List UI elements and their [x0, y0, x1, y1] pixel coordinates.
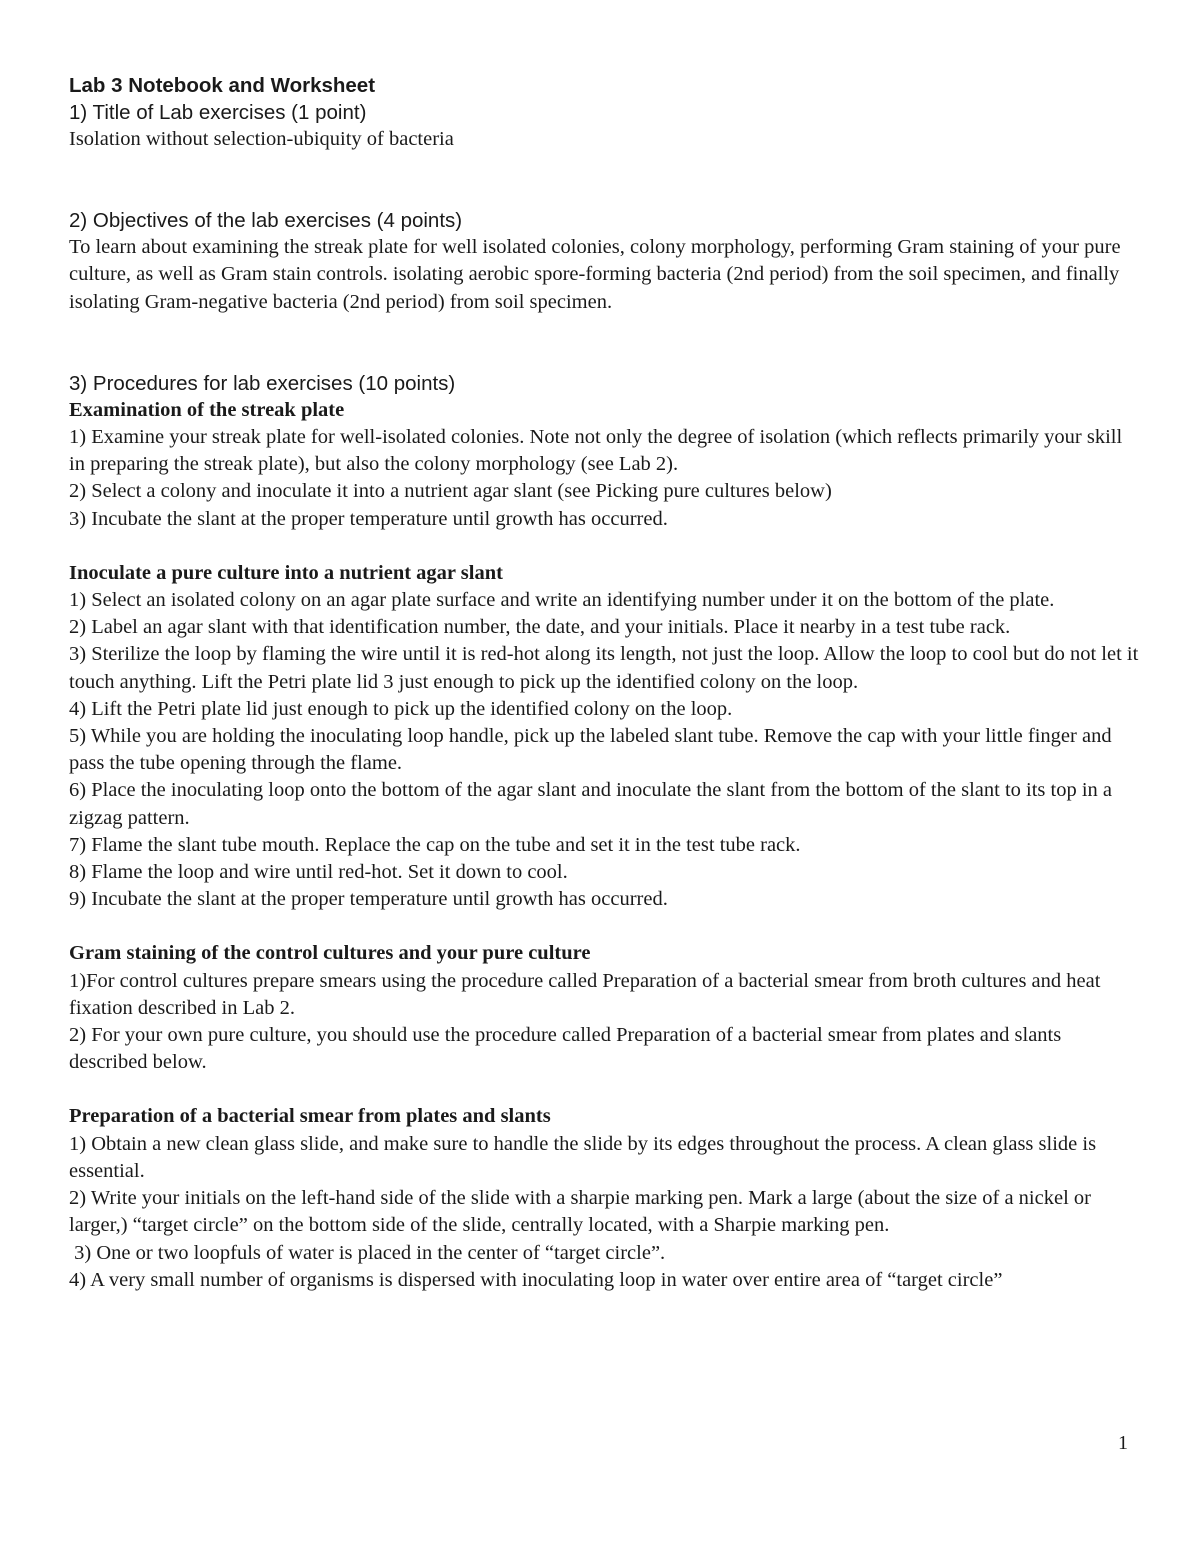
- smear-step: 3) One or two loopfuls of water is placed in the center of “target circle”.: [69, 1241, 666, 1264]
- inoculate-title: Inoculate a pure culture into a nutrient agar slant: [69, 561, 503, 584]
- section-1-heading: 1) Title of Lab exercises (1 point): [69, 101, 367, 124]
- section-2-heading: 2) Objectives of the lab exercises (4 points): [69, 209, 463, 233]
- smear-step: 1) Obtain a new clean glass slide, and make sure to handle the slide by its edges throughout the process. A clean glass slide is essential.: [69, 1132, 1097, 1182]
- section-2-body: To learn about examining the streak plate for well isolated colonies, colony morphology, performing Gram staining of your pure culture, as well as Gram stain controls. isolating aerobic spore-forming bacteria (2nd period) from the soil specimen, and finally isolating Gram-negative bacteria (2nd period) from soil specimen.: [69, 236, 1121, 313]
- inoculate-block: [69, 560, 1139, 914]
- smear-block: [69, 1103, 1139, 1293]
- section-3-heading: 3) Procedures for lab exercises (10 points): [69, 371, 456, 395]
- inoculate-step: 9) Incubate the slant at the proper temperature until growth has occurred.: [69, 888, 668, 911]
- gram-title: Gram staining of the control cultures and your pure culture: [69, 942, 591, 965]
- section-1-body: Isolation without selection-ubiquity of bacteria: [69, 128, 454, 150]
- examination-step: 1) Examine your streak plate for well-isolated colonies. Note not only the degree of isolation (which reflects primarily your skill in preparing the streak plate), but also the colony morphology (see Lab 2).: [69, 426, 1123, 476]
- inoculate-step: 5) While you are holding the inoculating loop handle, pick up the labeled slant tube. Remove the cap with your little finger and pass the tube opening through the flame.: [69, 725, 1112, 775]
- inoculate-step: 2) Label an agar slant with that identification number, the date, and your initials. Place it nearby in a test tube rack.: [69, 616, 1011, 639]
- spacer: [69, 1076, 1139, 1103]
- inoculate-step: 6) Place the inoculating loop onto the bottom of the agar slant and inoculate the slant from the bottom of the slant to its top in a zigzag pattern.: [69, 779, 1112, 829]
- spacer: [69, 533, 1139, 560]
- inoculate-step: 7) Flame the slant tube mouth. Replace the cap on the tube and set it in the test tube rack.: [69, 833, 801, 856]
- examination-step: 3) Incubate the slant at the proper temperature until growth has occurred.: [69, 507, 668, 530]
- gram-block: [69, 940, 1139, 1076]
- document-title: Lab 3 Notebook and Worksheet: [69, 74, 376, 97]
- gram-step: 1)For control cultures prepare smears using the procedure called Preparation of a bacterial smear from broth cultures and heat fixation described in Lab 2.: [69, 969, 1101, 1019]
- smear-step: 2) Write your initials on the left-hand side of the slide with a sharpie marking pen. Mark a large (about the size of a nickel or larger,) “target circle” on the bottom side of the slide, centrally located, with a Sharpie marking pen.: [69, 1187, 1091, 1237]
- inoculate-step: 4) Lift the Petri plate lid just enough to pick up the identified colony on the loop.: [69, 697, 733, 720]
- inoculate-step: 3) Sterilize the loop by flaming the wire until it is red-hot along its length, not just the loop. Allow the loop to cool but do not let it touch anything. Lift the Petri plate lid 3 just enough to pick up the identified colony on the loop.: [69, 643, 1139, 693]
- document-page: [69, 72, 1139, 1294]
- examination-block: [69, 397, 1139, 533]
- examination-step: 2) Select a colony and inoculate it into a nutrient agar slant (see Picking pure cultures below): [69, 480, 832, 503]
- inoculate-step: 1) Select an isolated colony on an agar plate surface and write an identifying number under it on the bottom of the plate.: [69, 589, 1055, 612]
- smear-title: Preparation of a bacterial smear from plates and slants: [69, 1105, 551, 1128]
- page-number: 1: [1118, 1432, 1128, 1454]
- spacer: [69, 913, 1139, 940]
- inoculate-step: 8) Flame the loop and wire until red-hot. Set it down to cool.: [69, 861, 568, 884]
- smear-step: 4) A very small number of organisms is dispersed with inoculating loop in water over entire area of “target circle”: [69, 1268, 1003, 1291]
- spacer: [69, 316, 1139, 370]
- examination-title: Examination of the streak plate: [69, 398, 345, 421]
- gram-step: 2) For your own pure culture, you should use the procedure called Preparation of a bacterial smear from plates and slants described below.: [69, 1024, 1062, 1074]
- spacer: [69, 153, 1139, 207]
